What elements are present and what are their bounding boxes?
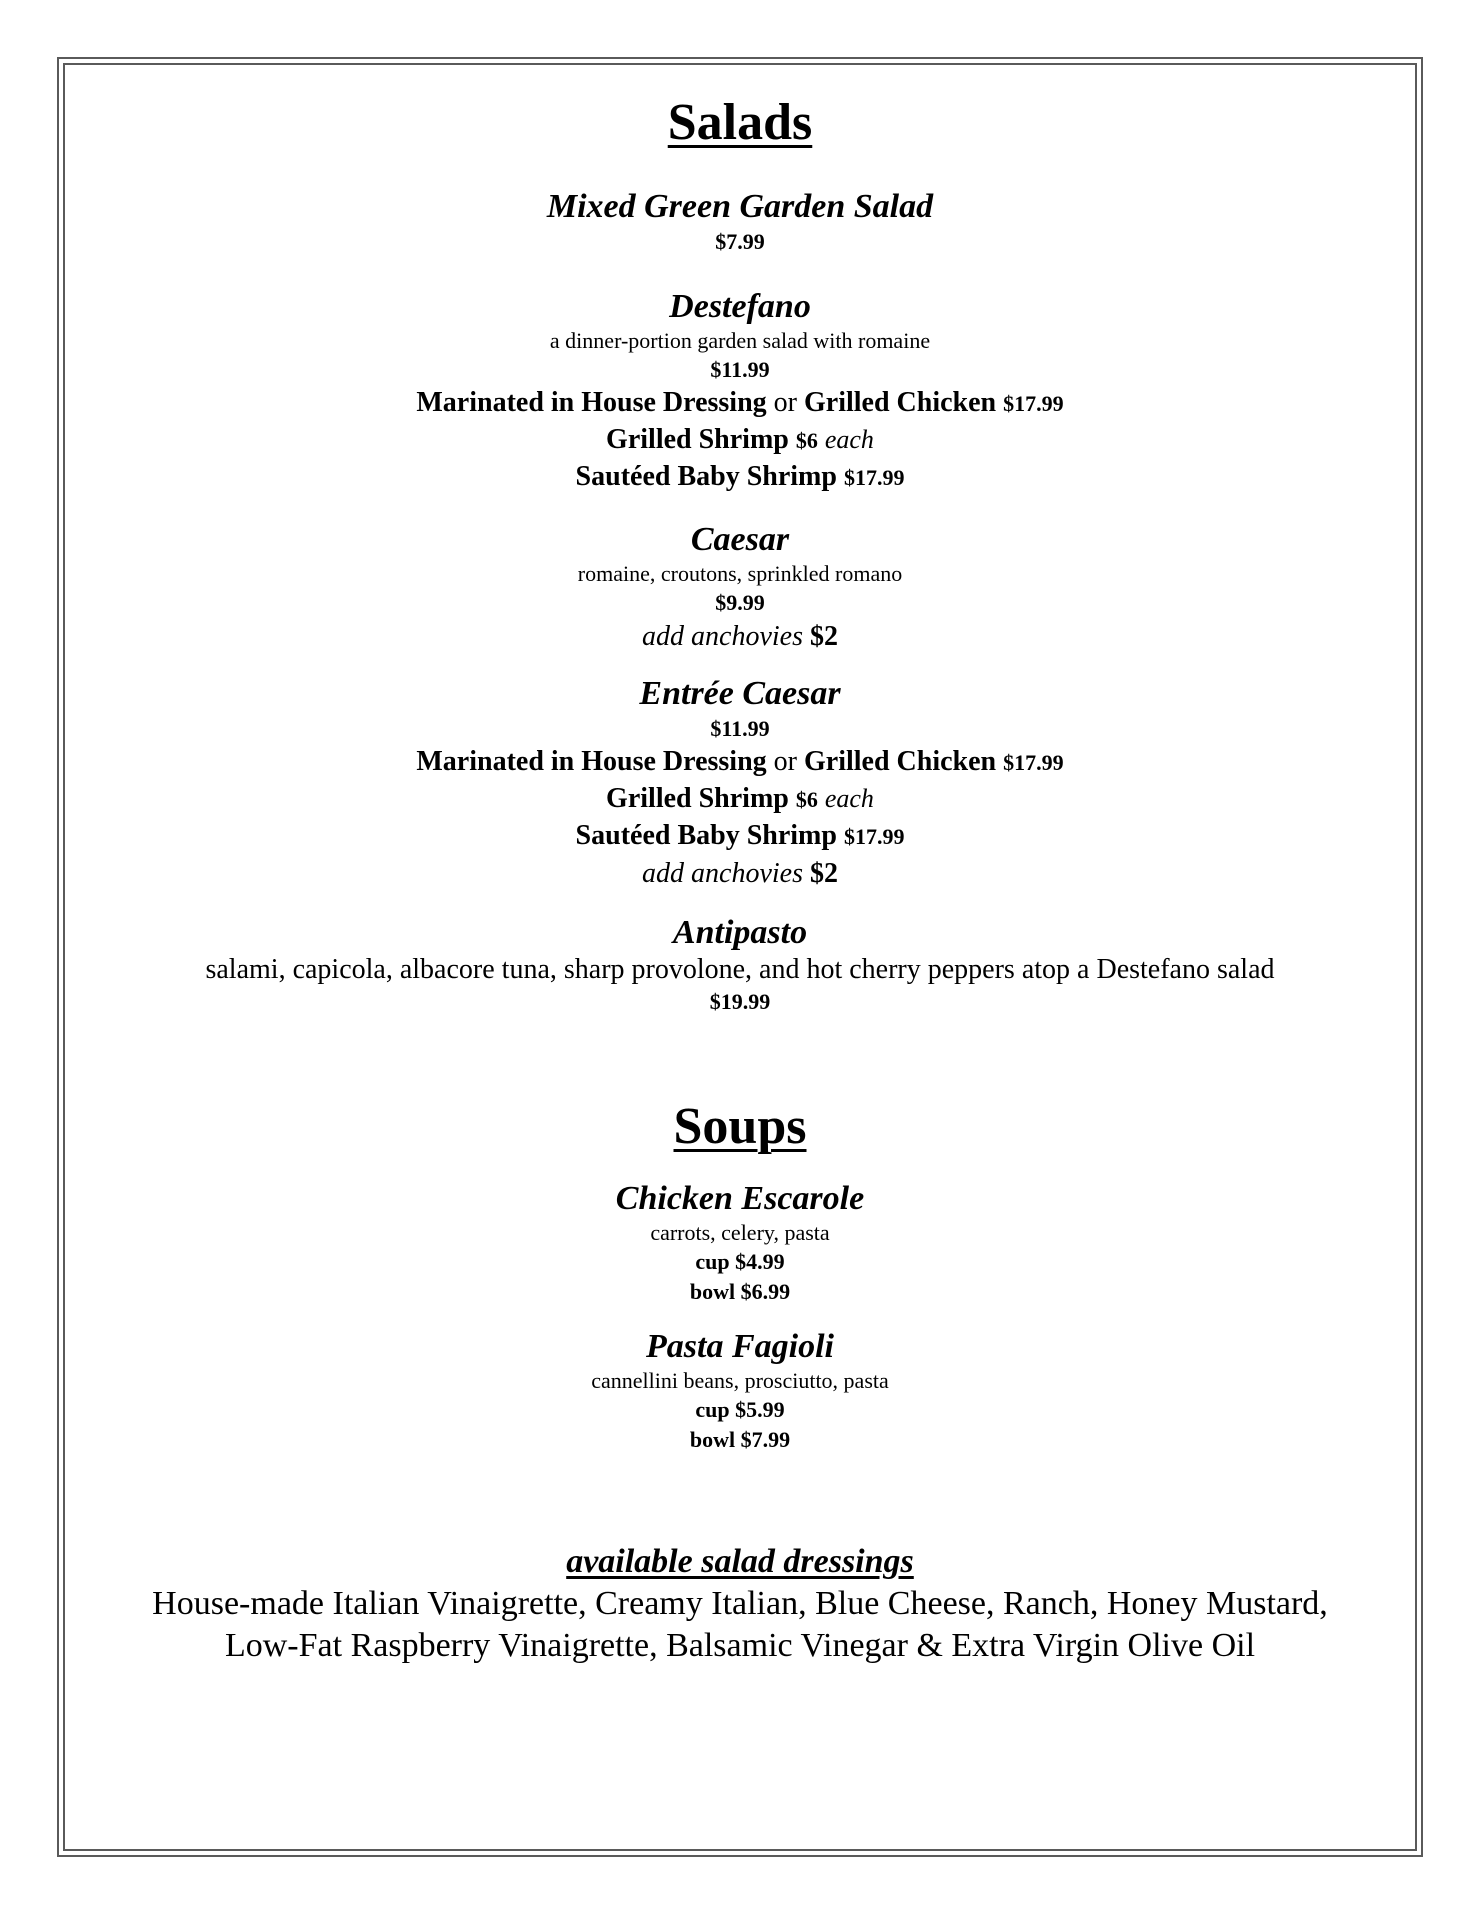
item-desc: salami, capicola, albacore tuna, sharp provolone, and hot cherry peppers atop a Destefano salad (205, 954, 1275, 985)
addon-baby-shrimp-price: $17.99 (843, 465, 905, 490)
addon-grilled-chicken: Grilled Chicken (803, 387, 997, 418)
dressings-line-1: House-made Italian Vinaigrette, Creamy Italian, Blue Cheese, Ranch, Honey Mustard, (152, 1585, 1328, 1622)
extra-price: $2 (809, 858, 838, 889)
dressings-section (70, 1541, 1410, 1667)
soups-section (70, 1097, 1410, 1455)
menu-item-caesar (70, 520, 1410, 656)
item-price: $7.99 (715, 229, 765, 254)
item-price-bowl: bowl $6.99 (689, 1279, 791, 1304)
addon-shrimp-price: $6 (795, 428, 818, 453)
addon-line-chicken (70, 385, 1410, 422)
item-name: Destefano (669, 288, 811, 325)
dressings-title: available salad dressings (566, 1543, 914, 1580)
addon-line-baby-shrimp (70, 818, 1410, 855)
addon-each: each (824, 784, 874, 813)
extra-anchovies (70, 855, 1410, 893)
item-name: Caesar (690, 521, 790, 558)
item-price: $19.99 (709, 989, 771, 1014)
addon-each: each (824, 425, 874, 454)
extra-price: $2 (809, 621, 838, 652)
item-price: $11.99 (710, 716, 770, 741)
addon-chicken-price: $17.99 (1003, 391, 1064, 416)
addon-line-shrimp (70, 781, 1410, 818)
item-price: $11.99 (710, 357, 770, 382)
addon-line-chicken (70, 744, 1410, 781)
menu-item-destefano (70, 287, 1410, 496)
extra-anchovies (70, 618, 1410, 656)
item-name: Mixed Green Garden Salad (546, 188, 934, 225)
menu-item-entree-caesar (70, 674, 1410, 893)
menu-content (70, 70, 1410, 1667)
item-desc: romaine, croutons, sprinkled romano (577, 561, 903, 586)
soups-title: Soups (673, 1098, 807, 1155)
menu-item-pasta-fagioli (70, 1327, 1410, 1455)
item-price-bowl: bowl $7.99 (689, 1427, 791, 1452)
extra-label: add anchovies (642, 621, 803, 652)
addon-or: or (773, 746, 797, 777)
item-desc: a dinner-portion garden salad with romaine (549, 328, 931, 353)
menu-item-antipasto (70, 913, 1410, 1017)
item-name: Pasta Fagioli (646, 1328, 834, 1365)
item-desc: carrots, celery, pasta (650, 1220, 830, 1245)
salads-section (70, 93, 1410, 1017)
addon-baby-shrimp: Sautéed Baby Shrimp (575, 820, 837, 851)
addon-shrimp-price: $6 (795, 787, 818, 812)
addon-grilled-shrimp: Grilled Shrimp (606, 783, 789, 814)
addon-marinated: Marinated in House Dressing (416, 387, 767, 418)
addon-grilled-chicken: Grilled Chicken (803, 746, 997, 777)
addon-baby-shrimp-price: $17.99 (843, 824, 905, 849)
menu-item-mixed-green (70, 187, 1410, 257)
dressings-line-2: Low-Fat Raspberry Vinaigrette, Balsamic Vinegar & Extra Virgin Olive Oil (224, 1627, 1256, 1664)
item-desc: cannellini beans, prosciutto, pasta (591, 1368, 889, 1393)
extra-label: add anchovies (642, 858, 803, 889)
addon-chicken-price: $17.99 (1003, 750, 1064, 775)
item-name: Antipasto (672, 914, 808, 951)
addon-grilled-shrimp: Grilled Shrimp (606, 424, 789, 455)
menu-item-chicken-escarole (70, 1179, 1410, 1307)
addon-baby-shrimp: Sautéed Baby Shrimp (575, 461, 837, 492)
item-name: Chicken Escarole (615, 1180, 865, 1217)
item-name: Entrée Caesar (639, 675, 841, 712)
item-price-cup: cup $4.99 (695, 1249, 785, 1274)
addon-marinated: Marinated in House Dressing (416, 746, 767, 777)
salads-title: Salads (667, 94, 813, 151)
addon-line-baby-shrimp (70, 459, 1410, 496)
addon-line-shrimp (70, 422, 1410, 459)
item-price: $9.99 (715, 590, 765, 615)
addon-or: or (773, 387, 797, 418)
item-price-cup: cup $5.99 (695, 1397, 785, 1422)
